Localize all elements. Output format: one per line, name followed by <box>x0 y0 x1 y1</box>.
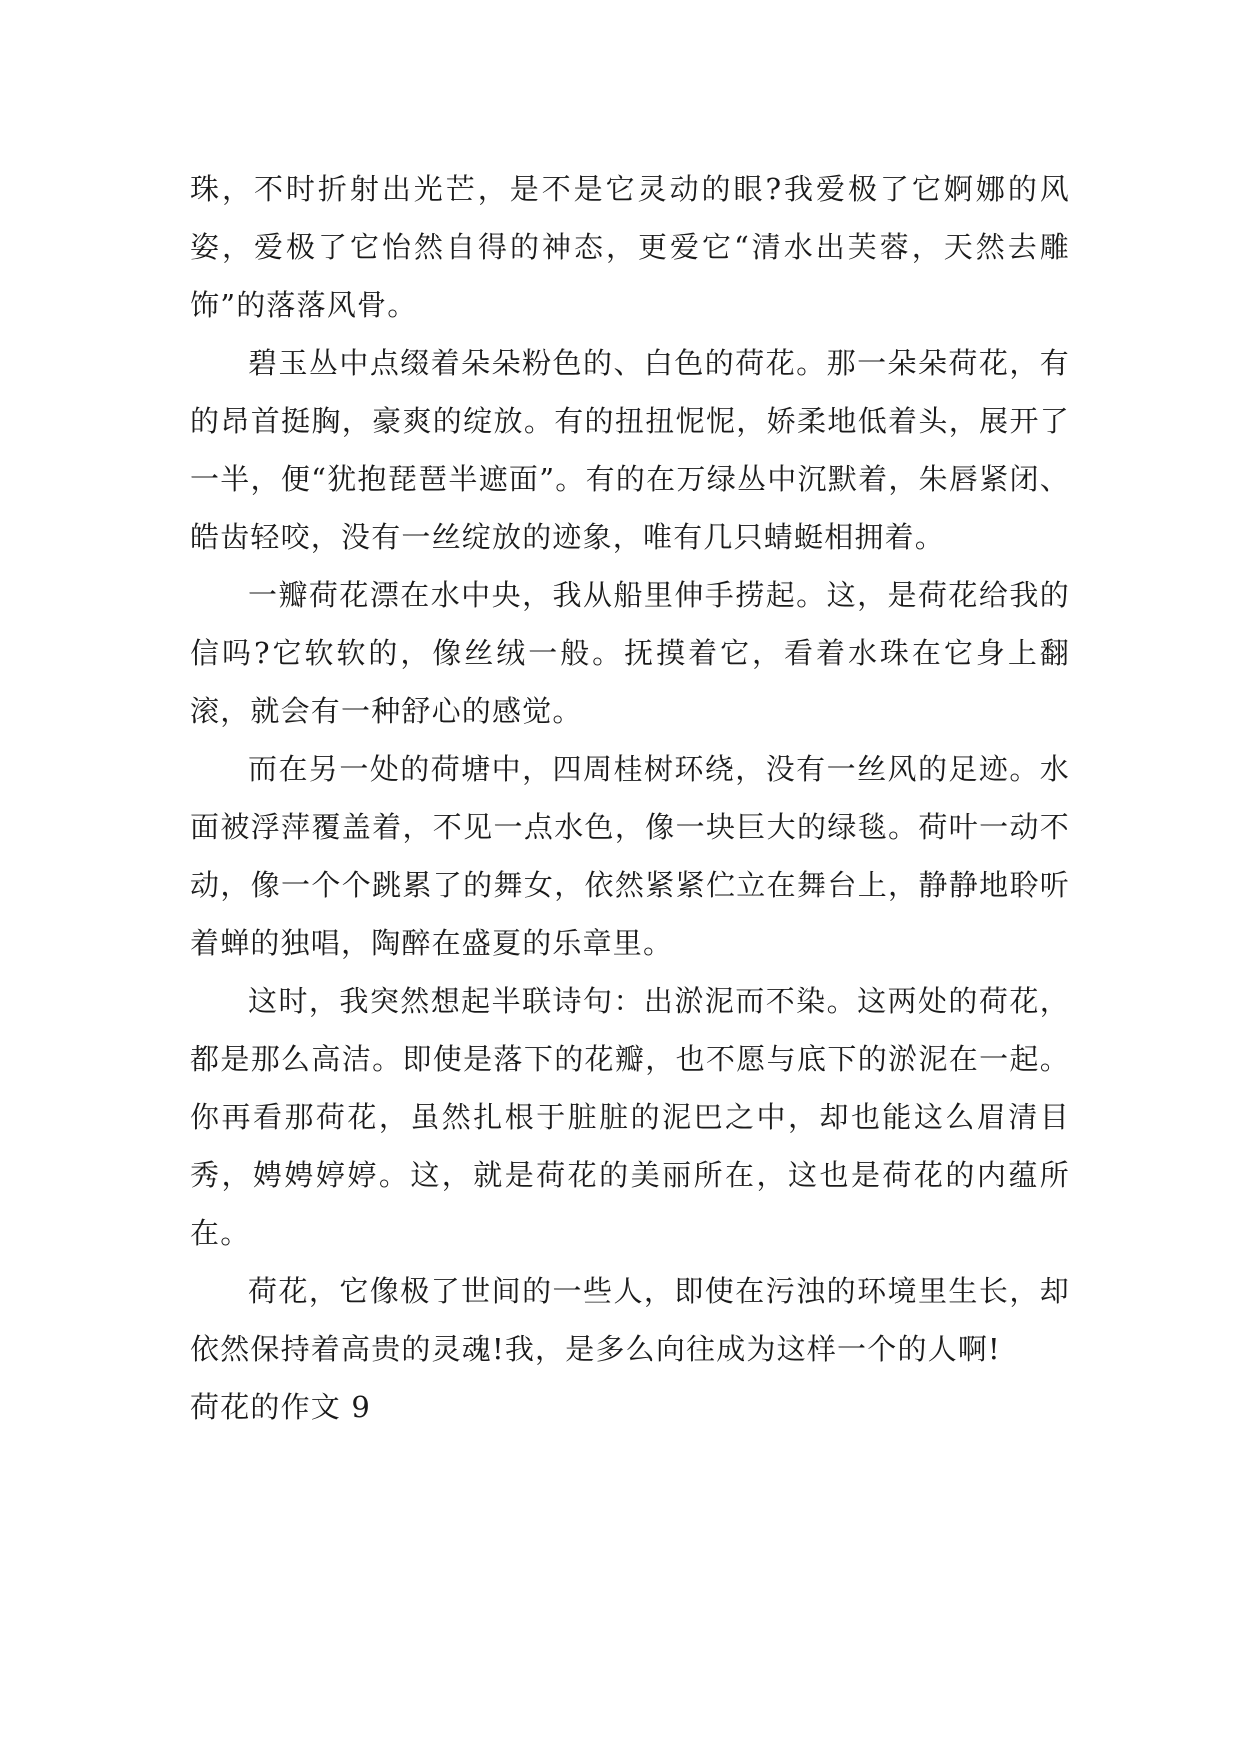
paragraph-4: 而在另一处的荷塘中，四周桂树环绕，没有一丝风的足迹。水面被浮萍覆盖着，不见一点水色，像一块巨大的绿毯。荷叶一动不动，像一个个跳累了的舞女，依然紧紧伫立在舞台上，静静地聆听着蝉的独唱，陶醉在盛夏的乐章里。 <box>190 752 1070 960</box>
document-body <box>190 160 1070 1436</box>
paragraph-5: 这时，我突然想起半联诗句：出淤泥而不染。这两处的荷花，都是那么高洁。即使是落下的花瓣，也不愿与底下的淤泥在一起。你再看那荷花，虽然扎根于脏脏的泥巴之中，却也能这么眉清目秀，娉娉婷婷。这，就是荷花的美丽所在，这也是荷花的内蕴所在。 <box>190 984 1070 1250</box>
section-heading: 荷花的作文 9 <box>190 1390 372 1424</box>
paragraph-6: 荷花，它像极了世间的一些人，即使在污浊的环境里生长，却依然保持着高贵的灵魂!我，是多么向往成为这样一个的人啊! <box>190 1274 1070 1366</box>
paragraph-1: 珠，不时折射出光芒，是不是它灵动的眼?我爱极了它婀娜的风姿，爱极了它怡然自得的神态，更爱它“清水出芙蓉，天然去雕饰”的落落风骨。 <box>190 172 1070 322</box>
paragraph-2: 碧玉丛中点缀着朵朵粉色的、白色的荷花。那一朵朵荷花，有的昂首挺胸，豪爽的绽放。有的扭扭怩怩，娇柔地低着头，展开了一半，便“犹抱琵琶半遮面”。有的在万绿丛中沉默着，朱唇紧闭、皓齿轻咬，没有一丝绽放的迹象，唯有几只蜻蜓相拥着。 <box>190 346 1070 554</box>
paragraph-3: 一瓣荷花漂在水中央，我从船里伸手捞起。这，是荷花给我的信吗?它软软的，像丝绒一般。抚摸着它，看着水珠在它身上翻滚，就会有一种舒心的感觉。 <box>190 578 1070 728</box>
